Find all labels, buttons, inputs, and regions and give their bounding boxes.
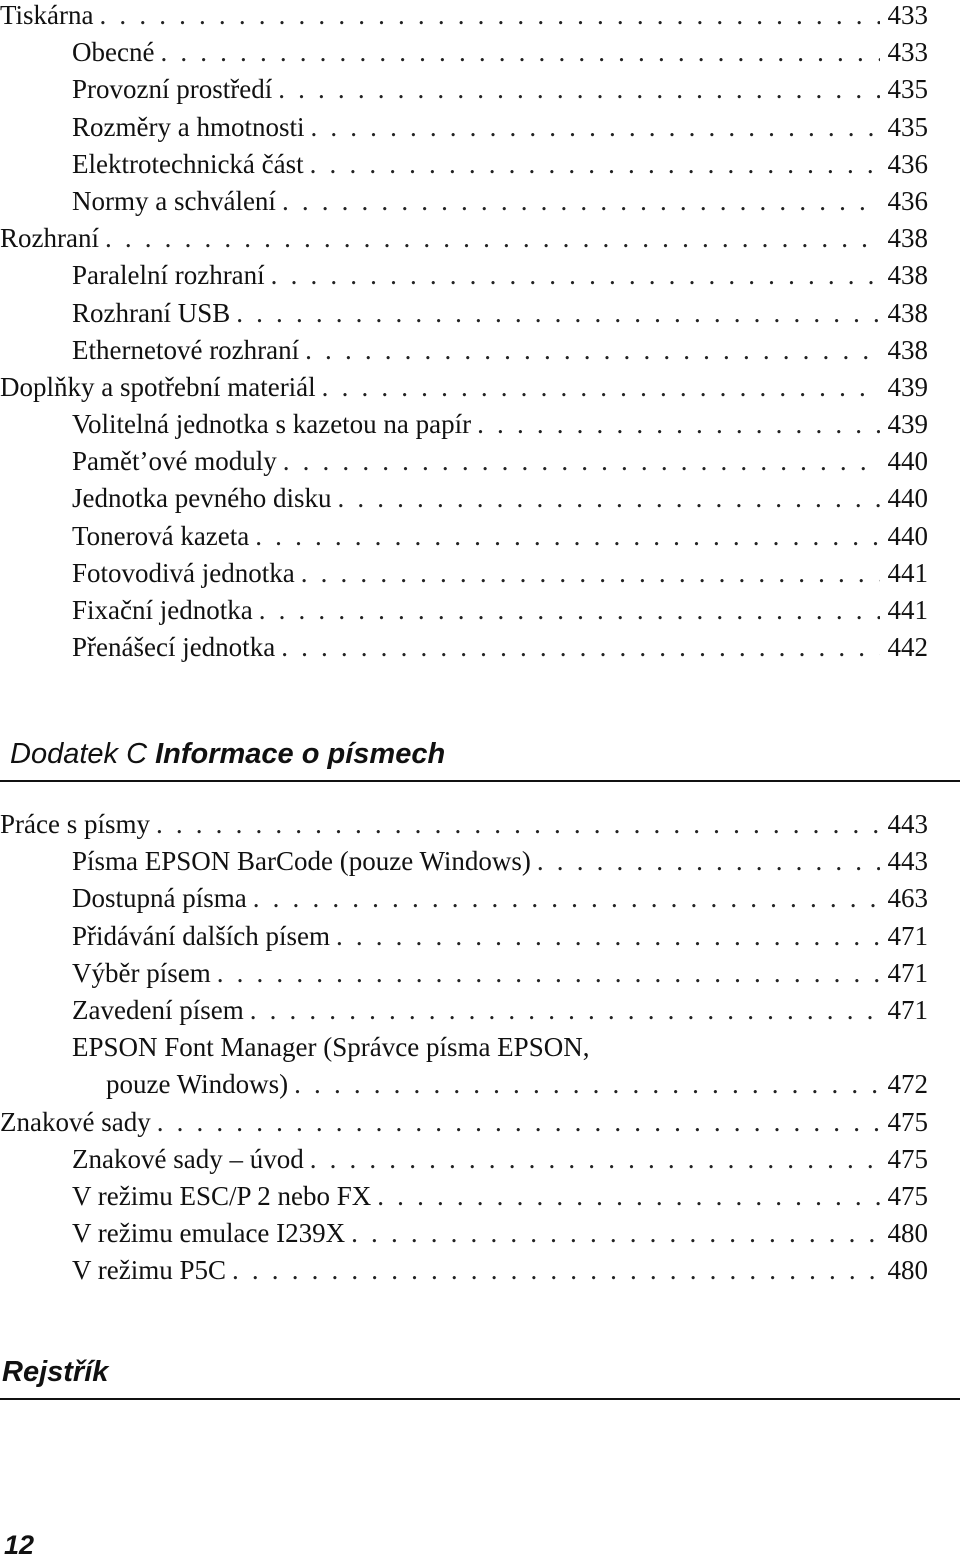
toc-entry-title: Fixační jednotka [72, 595, 253, 625]
heading-rule [0, 780, 960, 782]
dot-leader [156, 806, 880, 843]
toc-entry[interactable] [0, 369, 928, 406]
toc-entry-title: Provozní prostředí [72, 74, 273, 105]
toc-entry-title: EPSON Font Manager (Správce písma EPSON, [72, 1032, 590, 1063]
toc-entry-page: 438 [887, 223, 928, 254]
toc-section-fonts [0, 806, 928, 1289]
toc-entry-title: Jednotka pevného disku [72, 483, 332, 514]
dot-leader [351, 1215, 879, 1252]
toc-entry[interactable] [0, 1215, 928, 1252]
toc-entry-page: 433 [887, 37, 928, 68]
toc-entry-page: 441 [887, 557, 928, 588]
toc-entry[interactable] [0, 295, 928, 332]
toc-entry-page: 440 [887, 483, 928, 514]
toc-entry[interactable] [0, 480, 928, 517]
toc-entry-title: V režimu ESC/P 2 nebo FX [72, 1180, 372, 1211]
toc-entry[interactable] [0, 843, 928, 880]
toc-entry-title: Fotovodivá jednotka [72, 557, 295, 588]
toc-entry-page: 439 [887, 371, 928, 402]
dot-leader [294, 1066, 879, 1103]
toc-entry-page: 436 [887, 148, 928, 179]
toc-entry[interactable] [0, 34, 928, 71]
toc-entry-title: Normy a schválení [72, 185, 276, 216]
dot-leader [217, 955, 880, 992]
toc-entry-page: 440 [887, 520, 928, 551]
dot-leader [100, 0, 880, 34]
toc-entry[interactable] [0, 109, 928, 146]
toc-entry-title: Ethernetové rozhraní [72, 334, 300, 365]
toc-entry-title: Přenášecí jednotka [72, 632, 276, 663]
toc-entry-title: V režimu P5C [72, 1255, 226, 1286]
dot-leader [157, 1104, 880, 1141]
toc-entry-page: 433 [887, 0, 928, 30]
toc-entry[interactable] [0, 332, 928, 369]
dot-leader [305, 332, 879, 369]
dot-leader [336, 918, 880, 955]
toc-entry[interactable] [0, 1252, 928, 1289]
toc-section-specifications [0, 0, 928, 666]
toc-entry[interactable] [0, 518, 928, 555]
toc-entry[interactable] [0, 955, 928, 992]
dot-leader [310, 146, 880, 183]
toc-entry-title: Tonerová kazeta [72, 520, 250, 551]
toc-entry-title: Rozměry a hmotnosti [72, 111, 305, 142]
toc-entry[interactable] [0, 629, 928, 666]
toc-entry[interactable] [0, 1066, 928, 1103]
toc-entry[interactable] [0, 183, 928, 220]
toc-entry-page: 435 [887, 74, 928, 105]
toc-entry[interactable] [0, 880, 928, 917]
index-heading-text: Rejstřík [2, 1356, 109, 1388]
dot-leader [310, 1141, 880, 1178]
dot-leader [105, 220, 880, 257]
dot-leader [537, 843, 880, 880]
toc-entry[interactable] [0, 555, 928, 592]
toc-entry-title: Písma EPSON BarCode (pouze Windows) [72, 846, 531, 877]
toc-entry[interactable] [0, 1141, 928, 1178]
dot-leader [253, 880, 880, 917]
toc-entry-page: 480 [887, 1218, 928, 1249]
toc-entry-title: Doplňky a spotřební materiál [0, 371, 316, 402]
toc-entry-page: 439 [887, 409, 928, 440]
toc-entry-title: Obecné [72, 37, 155, 68]
dot-leader [301, 555, 880, 592]
toc-entry-page: 441 [887, 595, 928, 625]
dot-leader [278, 71, 879, 108]
toc-entry[interactable] [0, 1178, 928, 1215]
toc-entry-title: pouze Windows) [106, 1069, 289, 1100]
toc-entry-title: Výběr písem [72, 957, 211, 988]
appendix-title: Informace o písmech [155, 738, 446, 770]
toc-entry[interactable] [0, 443, 928, 480]
toc-entry[interactable] [0, 592, 928, 629]
toc-entry-title: Rozhraní USB [72, 297, 231, 328]
toc-entry-page: 480 [887, 1255, 928, 1286]
dot-leader [310, 109, 879, 146]
toc-entry[interactable] [0, 406, 928, 443]
toc-entry-page: 463 [887, 883, 928, 914]
dot-leader [255, 518, 879, 555]
dot-leader [283, 443, 880, 480]
toc-entry-page: 475 [887, 1143, 928, 1174]
toc-entry[interactable] [0, 992, 928, 1029]
toc-entry-page: 436 [887, 185, 928, 216]
toc-entry[interactable] [0, 1104, 928, 1141]
toc-entry[interactable] [0, 257, 928, 294]
toc-entry-title: Znakové sady – úvod [72, 1143, 304, 1174]
toc-entry[interactable] [0, 220, 928, 257]
toc-entry[interactable] [0, 918, 928, 955]
dot-leader [271, 257, 880, 294]
index-heading [0, 1356, 960, 1389]
toc-entry[interactable] [0, 71, 928, 108]
toc-entry-title: Tiskárna [0, 0, 94, 30]
toc-entry-page: 440 [887, 446, 928, 477]
dot-leader [477, 406, 879, 443]
dot-leader [377, 1178, 879, 1215]
dot-leader [259, 592, 880, 629]
toc-entry-page: 442 [887, 632, 928, 663]
toc-entry-page: 475 [887, 1106, 928, 1137]
toc-entry[interactable] [0, 1029, 928, 1066]
dot-leader [337, 480, 879, 517]
dot-leader [282, 183, 880, 220]
toc-entry-title: Pamět’ové moduly [72, 446, 277, 477]
toc-entry-page: 438 [887, 334, 928, 365]
toc-entry[interactable] [0, 806, 928, 843]
appendix-c-heading [0, 738, 960, 771]
toc-entry-page: 471 [887, 957, 928, 988]
toc-entry-page: 438 [887, 297, 928, 328]
toc-entry-page: 475 [887, 1180, 928, 1211]
dot-leader [236, 295, 879, 332]
toc-entry-page: 472 [887, 1069, 928, 1100]
toc-entry-page: 435 [887, 111, 928, 142]
toc-entry-title: Rozhraní [0, 223, 99, 254]
toc-entry-page: 438 [887, 260, 928, 291]
toc-entry-title: Přidávání dalších písem [72, 920, 330, 951]
toc-entry[interactable] [0, 146, 928, 183]
toc-entry[interactable] [0, 0, 928, 34]
toc-entry-page: 471 [887, 920, 928, 951]
dot-leader [322, 369, 880, 406]
appendix-label: Dodatek C [10, 738, 148, 770]
toc-entry-title: Znakové sady [0, 1106, 151, 1137]
heading-rule [0, 1398, 960, 1400]
toc-entry-page: 471 [887, 994, 928, 1025]
toc-entry-title: Dostupná písma [72, 883, 247, 914]
page-number: 12 [4, 1530, 35, 1560]
toc-entry-title: Elektrotechnická část [72, 148, 304, 179]
toc-entry-title: Zavedení písem [72, 994, 244, 1025]
toc-entry-title: Práce s písmy [0, 809, 150, 839]
toc-entry-title: Volitelná jednotka s kazetou na papír [72, 409, 472, 440]
toc-entry-page: 443 [887, 809, 928, 839]
toc-entry-title: V režimu emulace I239X [72, 1218, 346, 1249]
dot-leader [232, 1252, 880, 1289]
dot-leader [160, 34, 879, 71]
dot-leader [250, 992, 880, 1029]
dot-leader [281, 629, 879, 666]
toc-entry-page: 443 [887, 846, 928, 877]
toc-entry-title: Paralelní rozhraní [72, 260, 265, 291]
